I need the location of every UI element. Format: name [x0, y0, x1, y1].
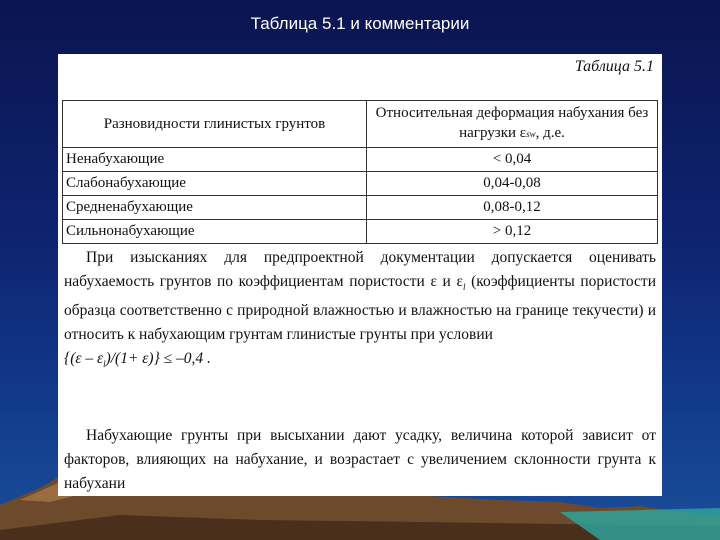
swelling-table	[62, 100, 658, 244]
formula-continuation: )/(1+ ε)} ≤ –0,4 .	[105, 350, 211, 368]
paragraph-porosity-continuation: (коэффициенты пористости образца соответственно с природной влажностью и влажностью на границе текучести) и относить к набухающим грунтам глинистые грунты при условии	[64, 273, 656, 344]
row-value: 0,08-0,12	[367, 196, 658, 220]
row-value: > 0,12	[367, 220, 658, 244]
table-row	[63, 220, 658, 244]
table-row	[63, 172, 658, 196]
header-deformation-unit: , д.е.	[535, 125, 565, 141]
document-sheet	[58, 54, 662, 496]
slide-title: Таблица 5.1 и комментарии	[250, 14, 470, 33]
formula-text: {(ε – ε	[64, 350, 104, 368]
row-value: 0,04-0,08	[367, 172, 658, 196]
table-row	[63, 148, 658, 172]
table-row	[63, 196, 658, 220]
row-type: Сильнонабухающие	[63, 220, 367, 244]
paragraph-porosity-subscript: l	[462, 282, 466, 293]
row-value: < 0,04	[367, 148, 658, 172]
paragraph-shrinkage: Набухающие грунты при высыхании дают усадку, величина которой зависит от факторов, влияющих на набухание, и возрастает с увеличением склонности грунта к набухани	[64, 427, 656, 492]
paragraph-porosity	[64, 246, 656, 376]
header-deformation	[367, 101, 658, 148]
row-type: Слабонабухающие	[63, 172, 367, 196]
swelling-formula	[64, 350, 211, 370]
row-type: Ненабухающие	[63, 148, 367, 172]
table-header-row	[63, 101, 658, 148]
header-deformation-text: Относительная деформация набухания без нагрузки ε	[375, 105, 649, 141]
header-deformation-subscript: sw	[526, 129, 536, 139]
header-soil-types: Разновидности глинистых грунтов	[63, 101, 367, 148]
paragraph-porosity-text: При изысканиях для предпроектной документации допускается оценивать набухаемость грунтов по коэффициентам пористости ε и ε	[64, 249, 656, 290]
formula-subscript: l	[103, 359, 106, 370]
row-type: Средненабухающие	[63, 196, 367, 220]
table-caption: Таблица 5.1	[574, 58, 654, 75]
